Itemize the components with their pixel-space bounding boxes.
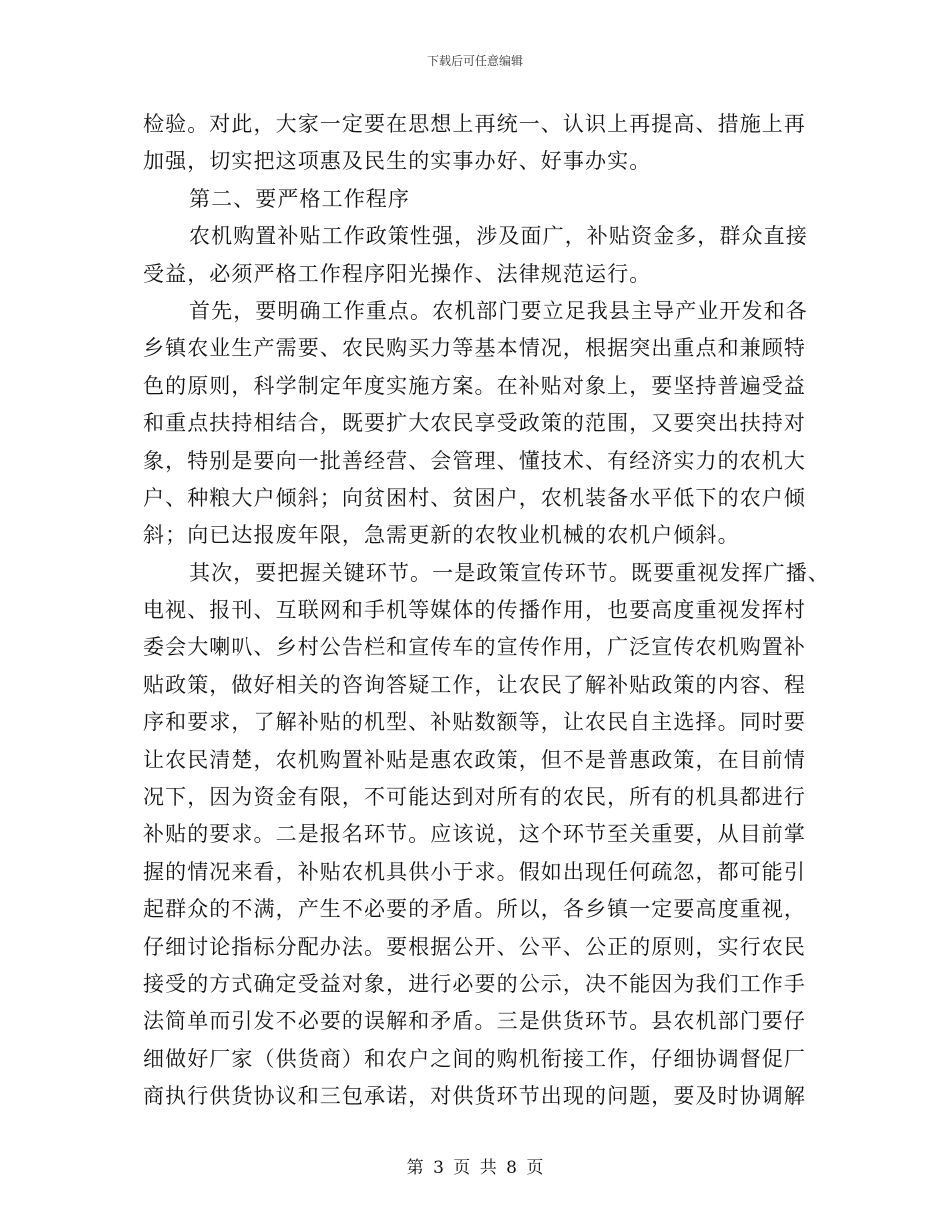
text-line: 其次，要把握关键环节。一是政策宣传环节。既要重视发挥广播、 xyxy=(189,560,830,585)
text-line: 乡镇农业生产需要、农民购买力等基本情况，根据突出重点和兼顾特 xyxy=(143,336,806,361)
text-line: 细做好厂家（供货商）和农户之间的购机衔接工作，仔细协调督促厂 xyxy=(143,1046,806,1071)
text-line: 斜；向已达报废年限，急需更新的农牧业机械的农机户倾斜。 xyxy=(143,523,740,548)
text-line: 法简单而引发不必要的误解和矛盾。三是供货环节。县农机部门要仔 xyxy=(143,1009,806,1034)
text-line: 和重点扶持相结合，既要扩大农民享受政策的范围，又要突出扶持对 xyxy=(143,411,806,436)
text-line: 委会大喇叭、乡村公告栏和宣传车的宣传作用，广泛宣传农机购置补 xyxy=(143,635,806,660)
text-line: 握的情况来看，补贴农机具供小于求。假如出现任何疏忽，都可能引 xyxy=(143,859,806,884)
text-line: 商执行供货协议和三包承诺，对供货环节出现的问题，要及时协调解 xyxy=(143,1084,806,1109)
page-header-note: 下载后可任意编辑 xyxy=(426,54,523,68)
text-line: 让农民清楚，农机购置补贴是惠农政策，但不是普惠政策，在目前情 xyxy=(143,747,806,772)
text-line: 补贴的要求。二是报名环节。应该说，这个环节至关重要，从目前掌 xyxy=(143,822,806,847)
text-line: 户、种粮大户倾斜；向贫困村、贫困户，农机装备水平低下的农户倾 xyxy=(143,485,806,510)
text-line: 序和要求，了解补贴的机型、补贴数额等，让农民自主选择。同时要 xyxy=(143,710,806,735)
text-line: 接受的方式确定受益对象，进行必要的公示，决不能因为我们工作手 xyxy=(143,971,806,996)
text-line: 仔细讨论指标分配办法。要根据公开、公平、公正的原则，实行农民 xyxy=(143,934,806,959)
text-line: 农机购置补贴工作政策性强，涉及面广，补贴资金多，群众直接 xyxy=(189,224,808,249)
text-line: 起群众的不满，产生不必要的矛盾。所以，各乡镇一定要高度重视， xyxy=(143,897,806,922)
text-line: 贴政策，做好相关的咨询答疑工作，让农民了解补贴政策的内容、程 xyxy=(143,672,806,697)
text-line: 加强，切实把这项惠及民生的实事办好、好事办实。 xyxy=(143,149,652,174)
text-line: 电视、报刊、互联网和手机等媒体的传播作用，也要高度重视发挥村 xyxy=(143,598,806,623)
text-line: 象，特别是要向一批善经营、会管理、懂技术、有经济实力的农机大 xyxy=(143,448,806,473)
text-line: 受益，必须严格工作程序阳光操作、法律规范运行。 xyxy=(143,261,652,286)
document-body xyxy=(143,106,830,1116)
page-number-footer: 第 3 页 共 8 页 xyxy=(406,1158,544,1178)
text-line: 色的原则，科学制定年度实施方案。在补贴对象上，要坚持普遍受益 xyxy=(143,373,806,398)
text-line: 首先，要明确工作重点。农机部门要立足我县主导产业开发和各 xyxy=(189,298,808,323)
text-line: 况下，因为资金有限，不可能达到对所有的农民，所有的机具都进行 xyxy=(143,785,806,810)
text-line: 检验。对此，大家一定要在思想上再统一、认识上再提高、措施上再 xyxy=(143,112,806,136)
section-heading: 第二、要严格工作程序 xyxy=(189,186,410,211)
